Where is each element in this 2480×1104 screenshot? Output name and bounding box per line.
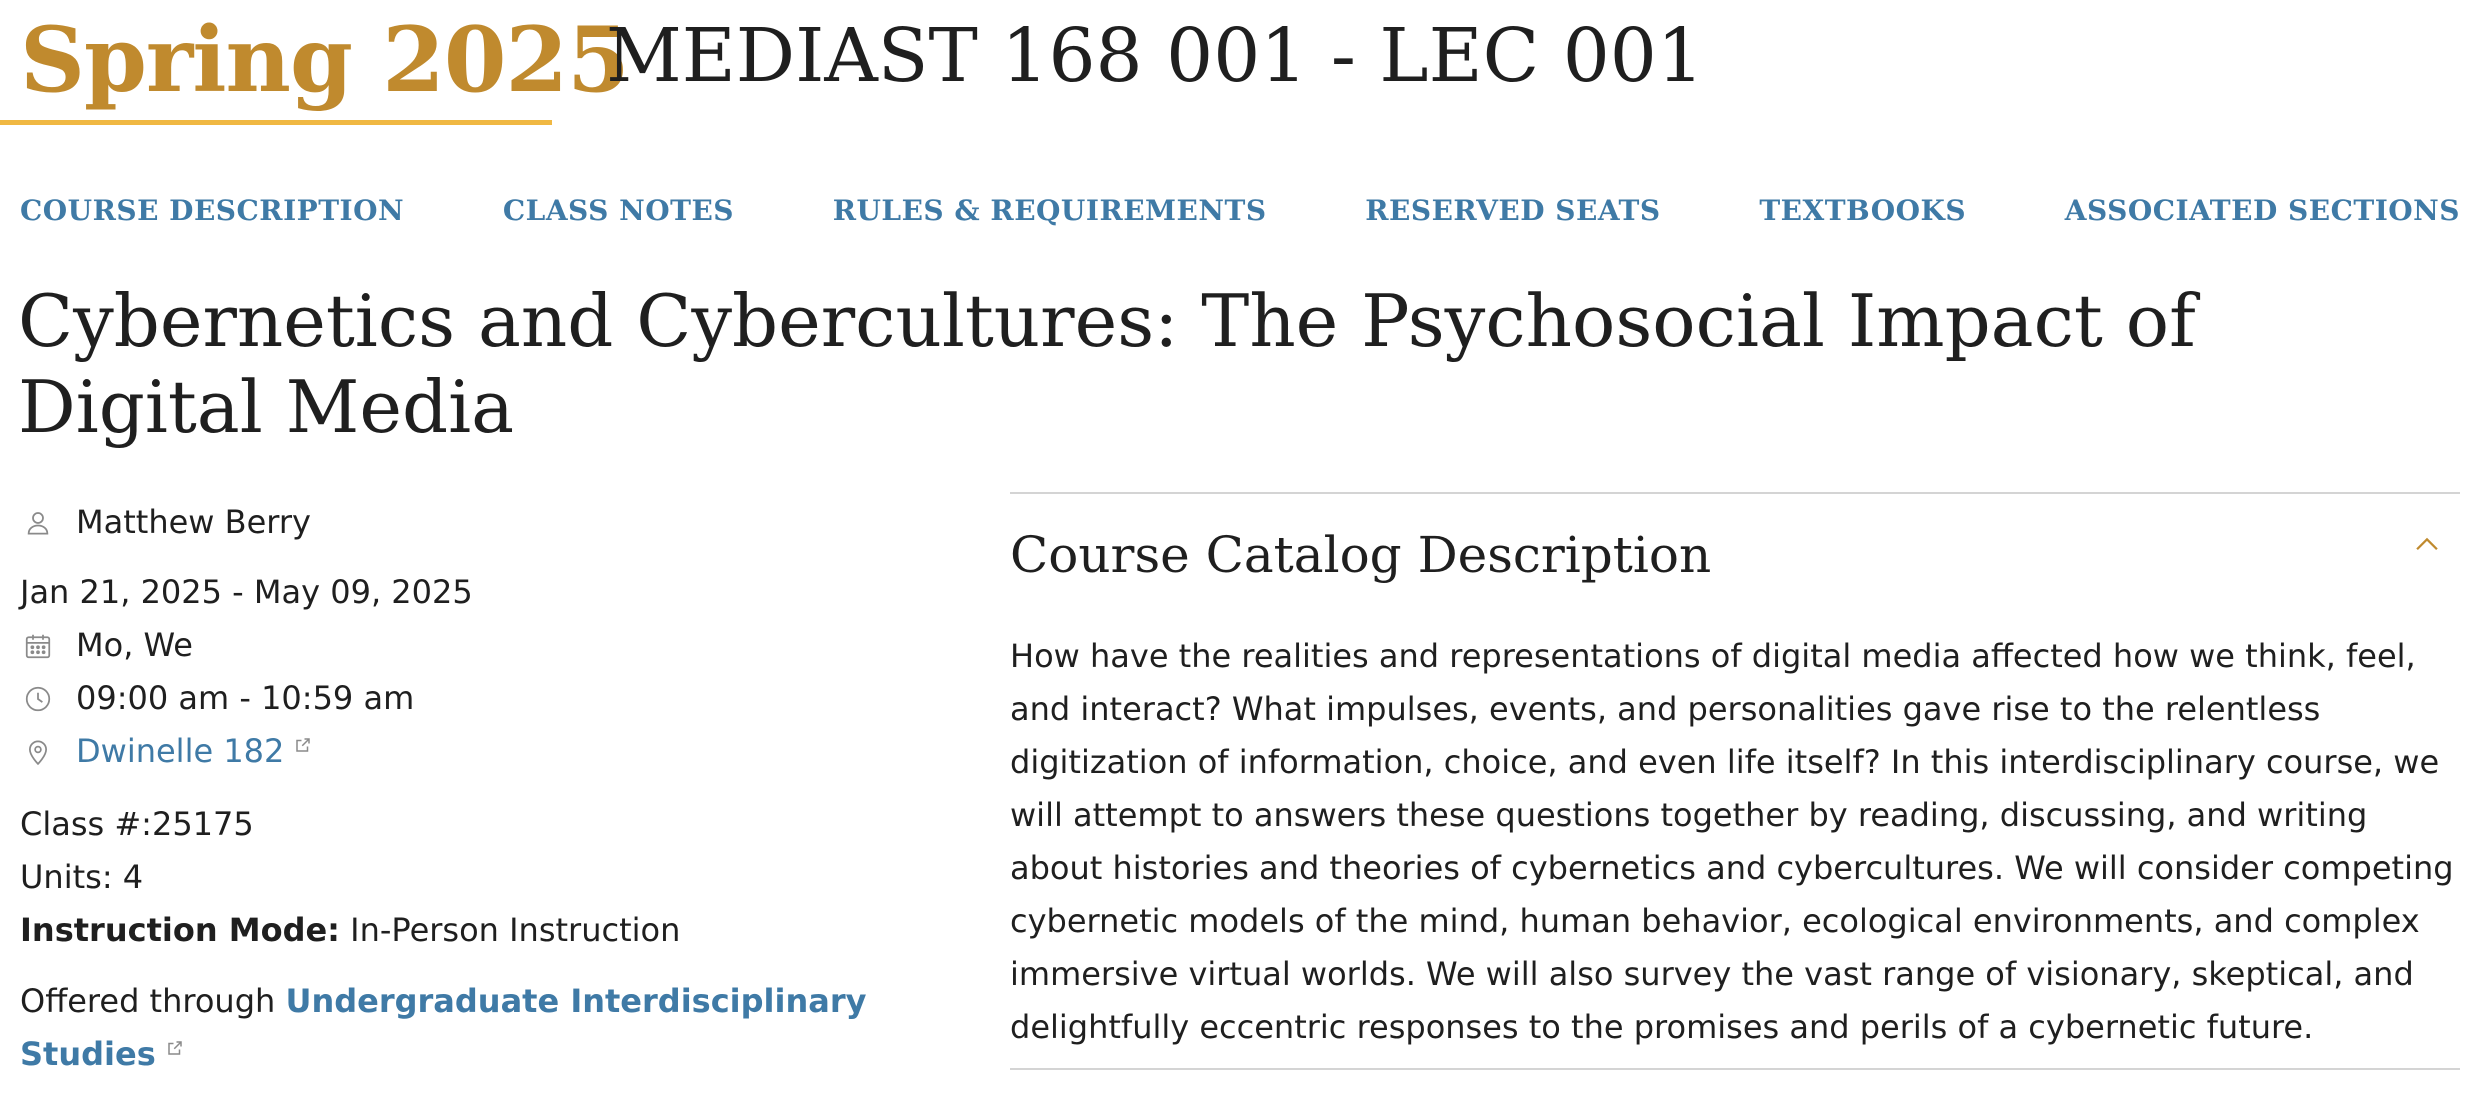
course-title: Cybernetics and Cybercultures: The Psychosocial Impact of Digital Media: [18, 279, 2196, 449]
tab-course-description[interactable]: COURSE DESCRIPTION: [20, 193, 405, 227]
catalog-description-heading: Course Catalog Description: [1010, 526, 1712, 584]
catalog-description-text: How have the realities and representations of digital media affected how we think, feel, and interact? What impulses, events, and personalities gave rise to the relentless digitization of information, choice, and even life itself? In this interdisciplinary course, we will attempt to answers these questions together by reading, discussing, and writing about histories and theories of cybernetics and cybercultures. We will consider competing cybernetic models of the mind, human behavior, ecological environments, and complex immersive virtual worlds. We will also survey the vast range of visionary, skeptical, and delightfully eccentric responses to the promises and perils of a cybernetic future.: [1010, 612, 2460, 1070]
meeting-time: 09:00 am - 10:59 am: [76, 679, 415, 717]
tab-textbooks[interactable]: TEXTBOOKS: [1759, 193, 1967, 227]
person-icon: [20, 505, 56, 541]
instructor-name: Matthew Berry: [76, 503, 311, 541]
term-heading: Spring 2025: [20, 7, 629, 113]
class-number: Class #:25175: [20, 805, 254, 843]
external-link-icon: [284, 732, 312, 770]
instructor-row: [20, 496, 920, 549]
tab-reserved-seats[interactable]: RESERVED SEATS: [1365, 193, 1661, 227]
days-row: [20, 619, 920, 672]
location-link[interactable]: [76, 725, 312, 778]
offered-prefix: Offered through: [20, 982, 276, 1020]
clock-icon: [20, 681, 56, 717]
section-tabs: [20, 190, 2460, 230]
instruction-mode-value: In-Person Instruction: [350, 911, 681, 949]
catalog-description-panel: [1010, 492, 2460, 1070]
instruction-mode-label: Instruction Mode:: [20, 911, 340, 949]
tab-associated-sections[interactable]: ASSOCIATED SECTIONS: [2064, 193, 2460, 227]
location-label: Dwinelle 182: [76, 732, 285, 770]
department-label: Undergraduate Interdisciplinary Studies: [20, 982, 867, 1073]
calendar-icon: [20, 628, 56, 664]
course-code: MEDIAST 168 001 - LEC 001: [606, 13, 1704, 99]
time-row: [20, 672, 920, 725]
meeting-days: Mo, We: [76, 626, 193, 664]
offered-through: [20, 975, 920, 1081]
term-underline: [0, 120, 552, 125]
catalog-description-toggle[interactable]: [1010, 494, 2460, 612]
units: Units: 4: [20, 858, 144, 896]
instruction-mode-row: [20, 904, 920, 957]
course-details: [20, 496, 920, 1081]
location-row: [20, 725, 920, 778]
location-pin-icon: [20, 734, 56, 770]
external-link-icon: [156, 1035, 184, 1073]
date-range: Jan 21, 2025 - May 09, 2025: [20, 573, 473, 611]
tab-class-notes[interactable]: CLASS NOTES: [502, 193, 735, 227]
tab-rules-requirements[interactable]: RULES & REQUIREMENTS: [832, 193, 1267, 227]
chevron-up-icon[interactable]: [2410, 528, 2444, 562]
